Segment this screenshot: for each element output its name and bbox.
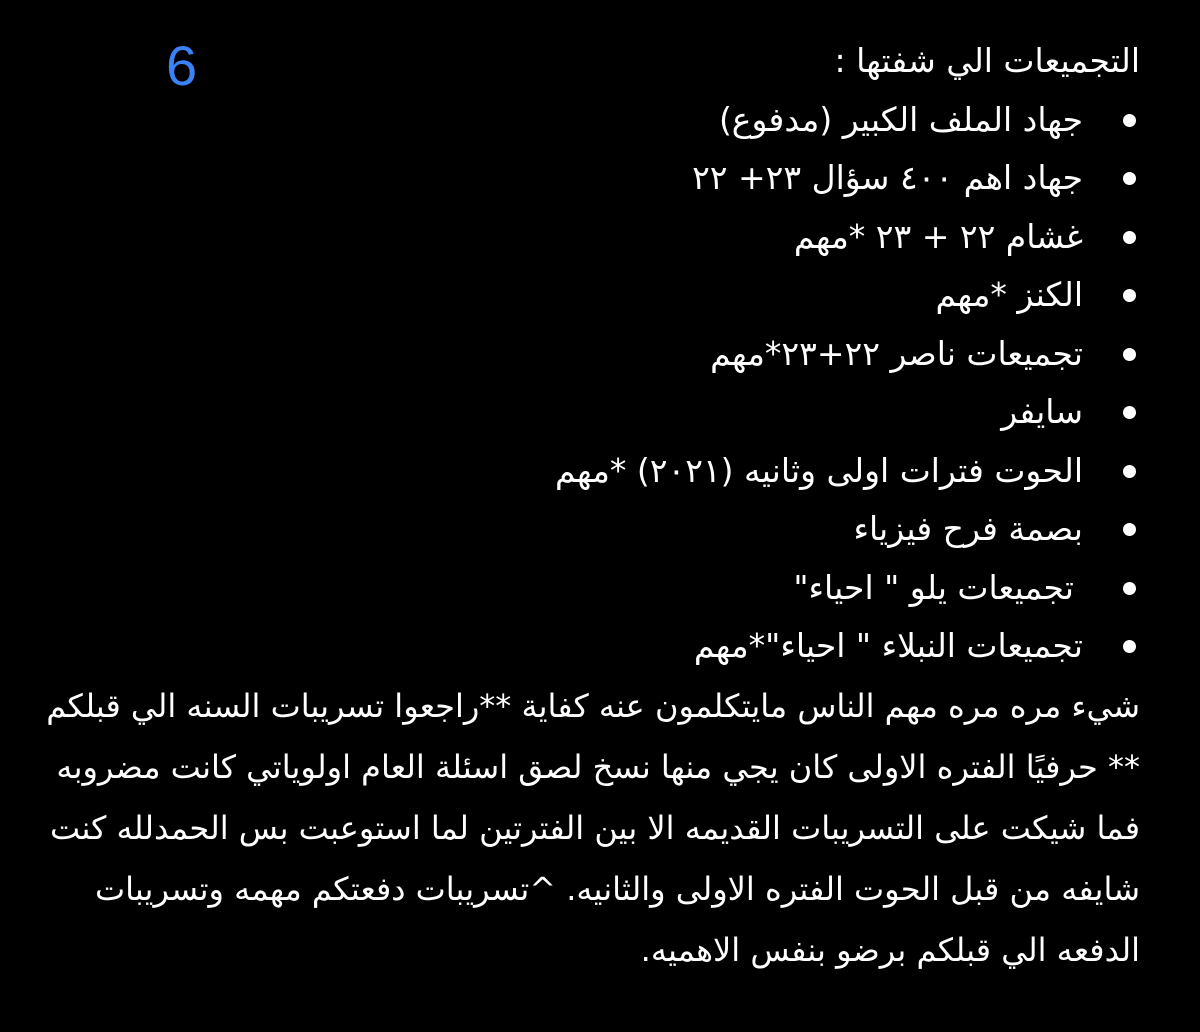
list-heading: التجميعات الي شفتها : xyxy=(834,41,1140,80)
list-item-text: الحوت فترات اولى وثانيه (٢٠٢١) *مهم xyxy=(555,450,1083,490)
list-item xyxy=(40,266,1140,325)
body-paragraph: شيء مره مره مهم الناس مايتكلمون عنه كفاية **راجعوا تسريبات السنه الي قبلكم ** حرفيًا الفتره الاولى كان يجي منها نسخ لصق اسئلة العام اولوياتي كانت مضروبه فما شيكت على التسريبات القديمه الا بين الفترتين لما استوعبت بس الحمدلله كنت شايفه من قبل الحوت الفتره الاولى والثانيه. ^تسريبات دفعتكم مهمه وتسريبات الدفعه الي قبلكم برضو بنفس الاهميه. xyxy=(46,686,1140,969)
bullet-icon xyxy=(1123,582,1136,595)
list-item-text: بصمة فرح فيزياء xyxy=(853,509,1083,548)
list-item xyxy=(40,91,1140,150)
list-item-text: جهاد الملف الكبير (مدفوع) xyxy=(718,99,1083,139)
bullet-icon xyxy=(1123,348,1136,361)
list-item xyxy=(40,383,1140,442)
bullet-icon xyxy=(1123,172,1136,185)
bullet-icon xyxy=(1123,465,1136,478)
list-item-text: غشام ٢٢ + ٢٣ *مهم xyxy=(793,216,1083,256)
page-number: 6 xyxy=(166,34,198,97)
bullet-icon xyxy=(1123,289,1136,302)
bullet-icon xyxy=(1123,231,1136,244)
collections-list xyxy=(40,91,1140,676)
list-item-text: تجميعات يلو " احياء" xyxy=(793,567,1074,607)
bullet-icon xyxy=(1123,114,1136,127)
bullet-icon xyxy=(1123,523,1136,536)
note-body xyxy=(40,32,1140,981)
list-item xyxy=(40,208,1140,267)
list-item xyxy=(40,559,1140,618)
list-item xyxy=(40,149,1140,208)
bullet-icon xyxy=(1123,406,1136,419)
list-item xyxy=(40,617,1140,676)
list-item xyxy=(40,442,1140,501)
list-item-text: سايفر xyxy=(1001,392,1083,431)
list-item-text: جهاد اهم ٤٠٠ سؤال ٢٣+ ٢٢ xyxy=(692,158,1083,197)
list-item-text: الكنز *مهم xyxy=(935,275,1083,314)
list-item-text: تجميعات ناصر ٢٢+٢٣*مهم xyxy=(710,333,1083,373)
list-item-text: تجميعات النبلاء " احياء"*مهم xyxy=(693,626,1083,665)
list-item xyxy=(40,325,1140,384)
list-item xyxy=(40,500,1140,559)
bullet-icon xyxy=(1123,640,1136,653)
